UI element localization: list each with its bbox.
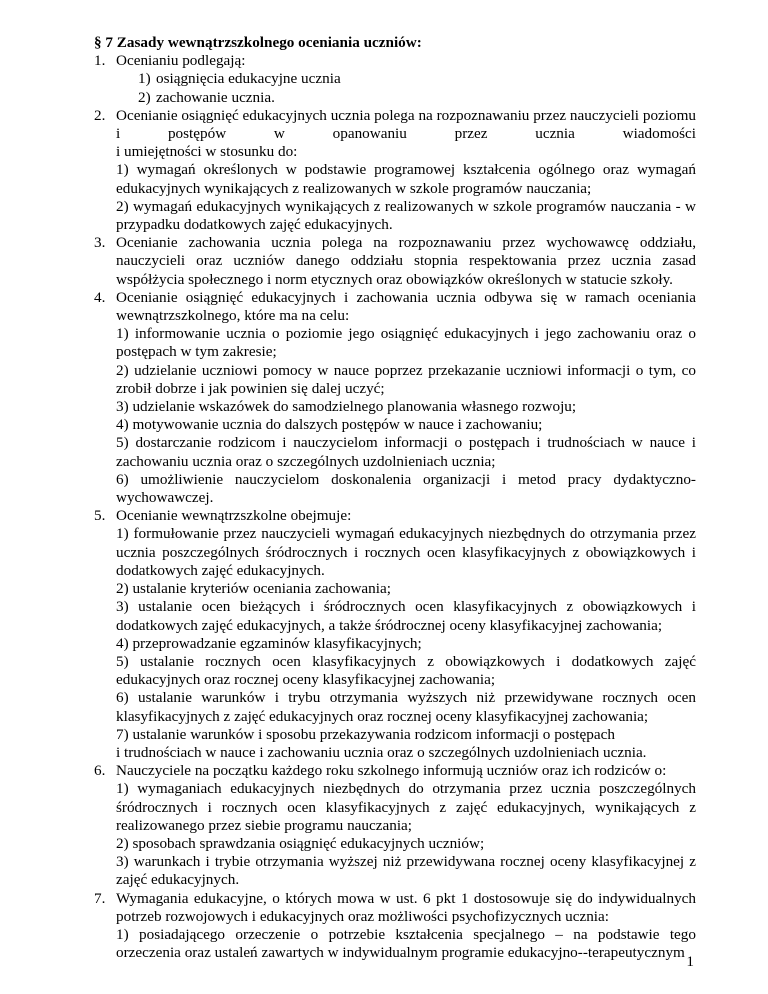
item-paragraph: 1) wymagań określonych w podstawie programowej kształcenia ogólnego oraz wymagań edukacyjnych wynikających z realizowanych w szkole programów nauczania; <box>116 161 696 197</box>
item-paragraph: 7) ustalanie warunków i sposobu przekazywania rodzicom informacji o postępach <box>116 725 615 743</box>
item-paragraph: 6) ustalanie warunków i trybu otrzymania wyższych niż przewidywane rocznych ocen klasyfikacyjnych z zajęć edukacyjnych oraz rocznej oceny klasyfikacyjnej zachowania; <box>116 689 696 725</box>
item-paragraph: 1) formułowanie przez nauczycieli wymagań edukacyjnych niezbędnych do otrzymania przez ucznia poszczególnych śródrocznych i rocznych ocen klasyfikacyjnych z obowiązkowych i dodatkowych zajęć edukacyjnych. <box>116 525 696 579</box>
item-paragraph: 1) informowanie ucznia o poziomie jego osiągnięć edukacyjnych i jego zachowaniu oraz o postępach w tym zakresie; <box>116 325 696 361</box>
list-item <box>94 289 696 507</box>
list-item <box>94 52 696 107</box>
item-paragraph: 6) umożliwienie nauczycielom doskonalenia organizacji i metod pracy dydaktyczno-wychowawczej. <box>116 470 696 507</box>
item-number: 2. <box>94 106 106 124</box>
page-number: 1 <box>686 953 694 970</box>
item-paragraph: 3) udzielanie wskazówek do samodzielnego planowania własnego rozwoju; <box>116 398 577 416</box>
item-number: 3. <box>94 234 106 252</box>
sub-item-text: zachowanie ucznia. <box>156 88 275 106</box>
item-text: Ocenianiu podlegają: <box>116 52 246 70</box>
item-text: Ocenianie osiągnięć edukacyjnych ucznia polega na rozpoznawaniu przez nauczycieli poziomu i postępów w opanowaniu przez ucznia wiadomości <box>116 106 696 143</box>
item-paragraph: 4) przeprowadzanie egzaminów klasyfikacyjnych; <box>116 634 422 652</box>
item-paragraph: 2) wymagań edukacyjnych wynikających z realizowanych w szkole programów nauczania - w przypadku dodatkowych zajęć edukacyjnych. <box>116 197 696 234</box>
list-item <box>94 762 696 889</box>
item-paragraph: 1) wymaganiach edukacyjnych niezbędnych do otrzymania przez ucznia poszczególnych śródrocznych i rocznych ocen klasyfikacyjnych z zajęć edukacyjnych, wynikających z realizowanego przez siebie programu nauczania; <box>116 780 696 834</box>
item-paragraph: 3) ustalanie ocen bieżących i śródrocznych ocen klasyfikacyjnych z obowiązkowych i dodatkowych zajęć edukacyjnych, a także śródrocznej oceny klasyfikacyjnej zachowania; <box>116 598 696 634</box>
list-item <box>94 890 696 963</box>
item-paragraph: 2) sposobach sprawdzania osiągnięć edukacyjnych uczniów; <box>116 834 485 852</box>
item-paragraph: 2) ustalanie kryteriów oceniania zachowania; <box>116 580 391 598</box>
item-text-continued: i umiejętności w stosunku do: <box>116 143 298 161</box>
sub-item <box>116 89 696 107</box>
item-text: Ocenianie zachowania ucznia polega na rozpoznawaniu przez wychowawcę oddziału, nauczycieli oraz uczniów danego oddziału stopnia respektowania przez ucznia zasad współżycia społecznego i norm etycznych oraz obowiązków określonych w statucie szkoły. <box>116 234 696 288</box>
item-text: Ocenianie osiągnięć edukacyjnych i zachowania ucznia odbywa się w ramach oceniania wewnątrzszkolnego, które ma na celu: <box>116 288 696 325</box>
item-text: Ocenianie wewnątrzszkolne obejmuje: <box>116 507 352 525</box>
list-item <box>94 107 696 234</box>
item-paragraph: 5) ustalanie rocznych ocen klasyfikacyjnych z obowiązkowych i dodatkowych zajęć edukacyjnych oraz rocznej oceny klasyfikacyjnej zachowania; <box>116 652 696 689</box>
list-item <box>94 234 696 289</box>
sub-item-text: osiągnięcia edukacyjne ucznia <box>156 70 341 88</box>
list-item <box>94 507 696 762</box>
item-number: 6. <box>94 762 106 780</box>
item-paragraph: 1) posiadającego orzeczenie o potrzebie kształcenia specjalnego – na podstawie tego orzeczenia oraz ustaleń zawartych w indywidualnym programie edukacyjno--terapeutycznym <box>116 925 696 962</box>
item-paragraph: 3) warunkach i trybie otrzymania wyższej niż przewidywana rocznej oceny klasyfikacyjnej z zajęć edukacyjnych. <box>116 853 696 889</box>
item-text: Nauczyciele na początku każdego roku szkolnego informują uczniów oraz ich rodziców o: <box>116 762 667 780</box>
document-body <box>94 34 696 962</box>
item-number: 4. <box>94 288 106 306</box>
item-number: 5. <box>94 507 106 525</box>
item-paragraph: i trudnościach w nauce i zachowaniu ucznia oraz o szczególnych uzdolnieniach ucznia. <box>116 743 647 761</box>
sub-item-number: 2) <box>138 88 151 106</box>
item-number: 1. <box>94 52 106 70</box>
sub-item <box>116 70 696 88</box>
item-paragraph: 5) dostarczanie rodzicom i nauczycielom informacji o postępach i trudnościach w nauce i zachowaniu ucznia oraz o szczególnych uzdolnieniach ucznia; <box>116 434 696 470</box>
item-number: 7. <box>94 889 106 907</box>
item-paragraph: 4) motywowanie ucznia do dalszych postępów w nauce i zachowaniu; <box>116 416 543 434</box>
item-text: Wymagania edukacyjne, o których mowa w ust. 6 pkt 1 dostosowuje się do indywidualnych potrzeb rozwojowych i edukacyjnych oraz możliwości psychofizycznych ucznia: <box>116 889 696 925</box>
sub-item-number: 1) <box>138 70 151 88</box>
section-heading: § 7 Zasady wewnątrzszkolnego oceniania uczniów: <box>94 34 422 51</box>
item-paragraph: 2) udzielanie uczniowi pomocy w nauce poprzez przekazanie uczniowi informacji o tym, co zrobił dobrze i jak powinien się dalej uczyć; <box>116 361 696 397</box>
